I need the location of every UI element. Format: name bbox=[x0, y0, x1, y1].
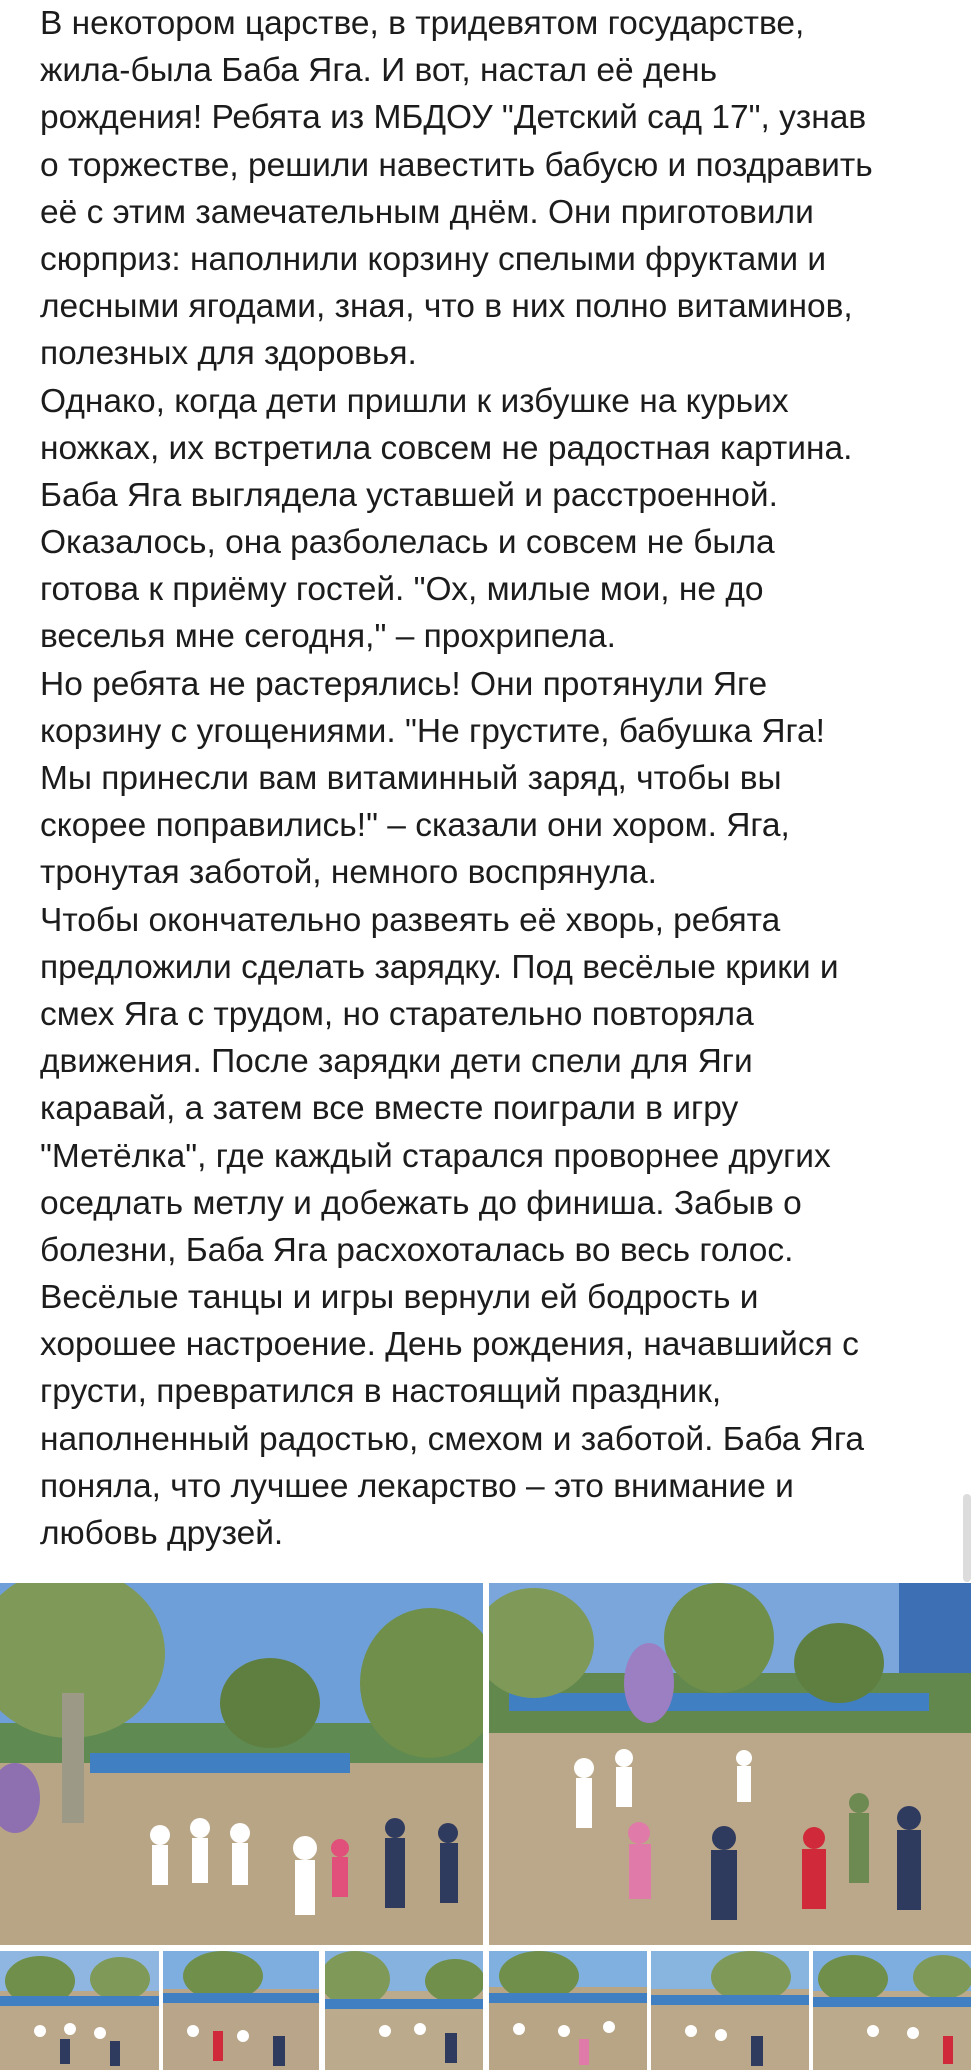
thumbnail-2[interactable] bbox=[163, 1951, 319, 2070]
thumbnail-3-image bbox=[325, 1951, 483, 2070]
post-text-line: Мы принесли вам витаминный заряд, чтобы вы bbox=[40, 760, 782, 797]
post-text-line: её с этим замечательным днём. Они приготовили bbox=[40, 193, 814, 231]
thumbnail-2-image bbox=[163, 1951, 319, 2070]
post-text-line: "Метёлка", где каждый старался проворнее других bbox=[40, 1137, 831, 1175]
post-text-line: о торжестве, решили навестить бабусю и поздравить bbox=[40, 146, 873, 184]
thumbnail-3[interactable] bbox=[325, 1951, 483, 2070]
thumbnail-6-image bbox=[813, 1951, 971, 2070]
scrollbar[interactable] bbox=[963, 1494, 971, 1582]
post-text-line: ножках, их встретила совсем не радостная картина. bbox=[40, 429, 853, 467]
thumbnail-5[interactable] bbox=[651, 1951, 809, 2070]
post-text-line: любовь друзей. bbox=[40, 1515, 284, 1552]
post-text-line: болезни, Баба Яга расхохоталась во весь голос. bbox=[40, 1231, 794, 1269]
post-text-line: готова к приёму гостей. "Ох, милые мои, не до bbox=[40, 571, 764, 609]
post-text-line: корзину с угощениями. "Не грустите, бабушка Яга! bbox=[40, 712, 825, 750]
photo-1[interactable] bbox=[0, 1583, 483, 1945]
post-text-line: Однако, когда дети пришли к избушке на курьих bbox=[40, 382, 789, 420]
post-text-line: сюрприз: наполнили корзину спелыми фруктами и bbox=[40, 240, 827, 278]
post-text-line: В некотором царстве, в тридевятом государстве, bbox=[40, 5, 805, 42]
post-text-line: жила-была Баба Яга. И вот, настал её день bbox=[40, 52, 718, 90]
post-text-line: Оказалось, она разболелась и совсем не была bbox=[40, 524, 775, 562]
post-text-line: рождения! Ребята из МБДОУ "Детский сад 17", узнав bbox=[40, 99, 867, 137]
thumbnail-5-image bbox=[651, 1951, 809, 2070]
post-text bbox=[40, 0, 960, 1557]
post-text-line: лесными ягодами, зная, что в них полно витаминов, bbox=[40, 288, 853, 326]
post-text-line: поняла, что лучшее лекарство – это внимание и bbox=[40, 1467, 794, 1505]
post-text-line: наполненный радостью, смехом и заботой. Баба Яга bbox=[40, 1420, 864, 1458]
post-text-line: полезных для здоровья. bbox=[40, 335, 417, 373]
thumbnail-1-image bbox=[0, 1951, 159, 2070]
post-text-line: каравай, а затем все вместе поиграли в игру bbox=[40, 1090, 739, 1128]
thumbnail-4[interactable] bbox=[489, 1951, 647, 2070]
thumbnail-4-image bbox=[489, 1951, 647, 2070]
post-text-line: смех Яга с трудом, но старательно повторяла bbox=[40, 995, 754, 1033]
post-text-line: веселья мне сегодня," – прохрипела. bbox=[40, 618, 616, 656]
post-text-line: Чтобы окончательно развеять её хворь, ребята bbox=[40, 901, 781, 939]
post-text-line: Весёлые танцы и игры вернули ей бодрость и bbox=[40, 1279, 759, 1317]
post-text-line: тронутая заботой, немного воспрянула. bbox=[40, 854, 657, 892]
photo-2[interactable] bbox=[489, 1583, 971, 1945]
thumbnail-6[interactable] bbox=[813, 1951, 971, 2070]
thumbnail-1[interactable] bbox=[0, 1951, 159, 2070]
post-text-line: движения. После зарядки дети спели для Яги bbox=[40, 1043, 753, 1081]
post-text-line: грусти, превратился в настоящий праздник, bbox=[40, 1373, 722, 1411]
post-text-line: Баба Яга выглядела уставшей и расстроенной. bbox=[40, 476, 778, 514]
photo-2-image bbox=[489, 1583, 971, 1945]
photo-1-image bbox=[0, 1583, 483, 1945]
post-text-line: Но ребята не растерялись! Они протянули Яге bbox=[40, 665, 768, 703]
post-text-line: оседлать метлу и добежать до финиша. Забыв о bbox=[40, 1184, 802, 1222]
post-text-line: предложили сделать зарядку. Под весёлые крики и bbox=[40, 948, 839, 986]
post-text-line: скорее поправились!" – сказали они хором. Яга, bbox=[40, 807, 790, 845]
post-text-line: хорошее настроение. День рождения, начавшийся с bbox=[40, 1326, 859, 1364]
